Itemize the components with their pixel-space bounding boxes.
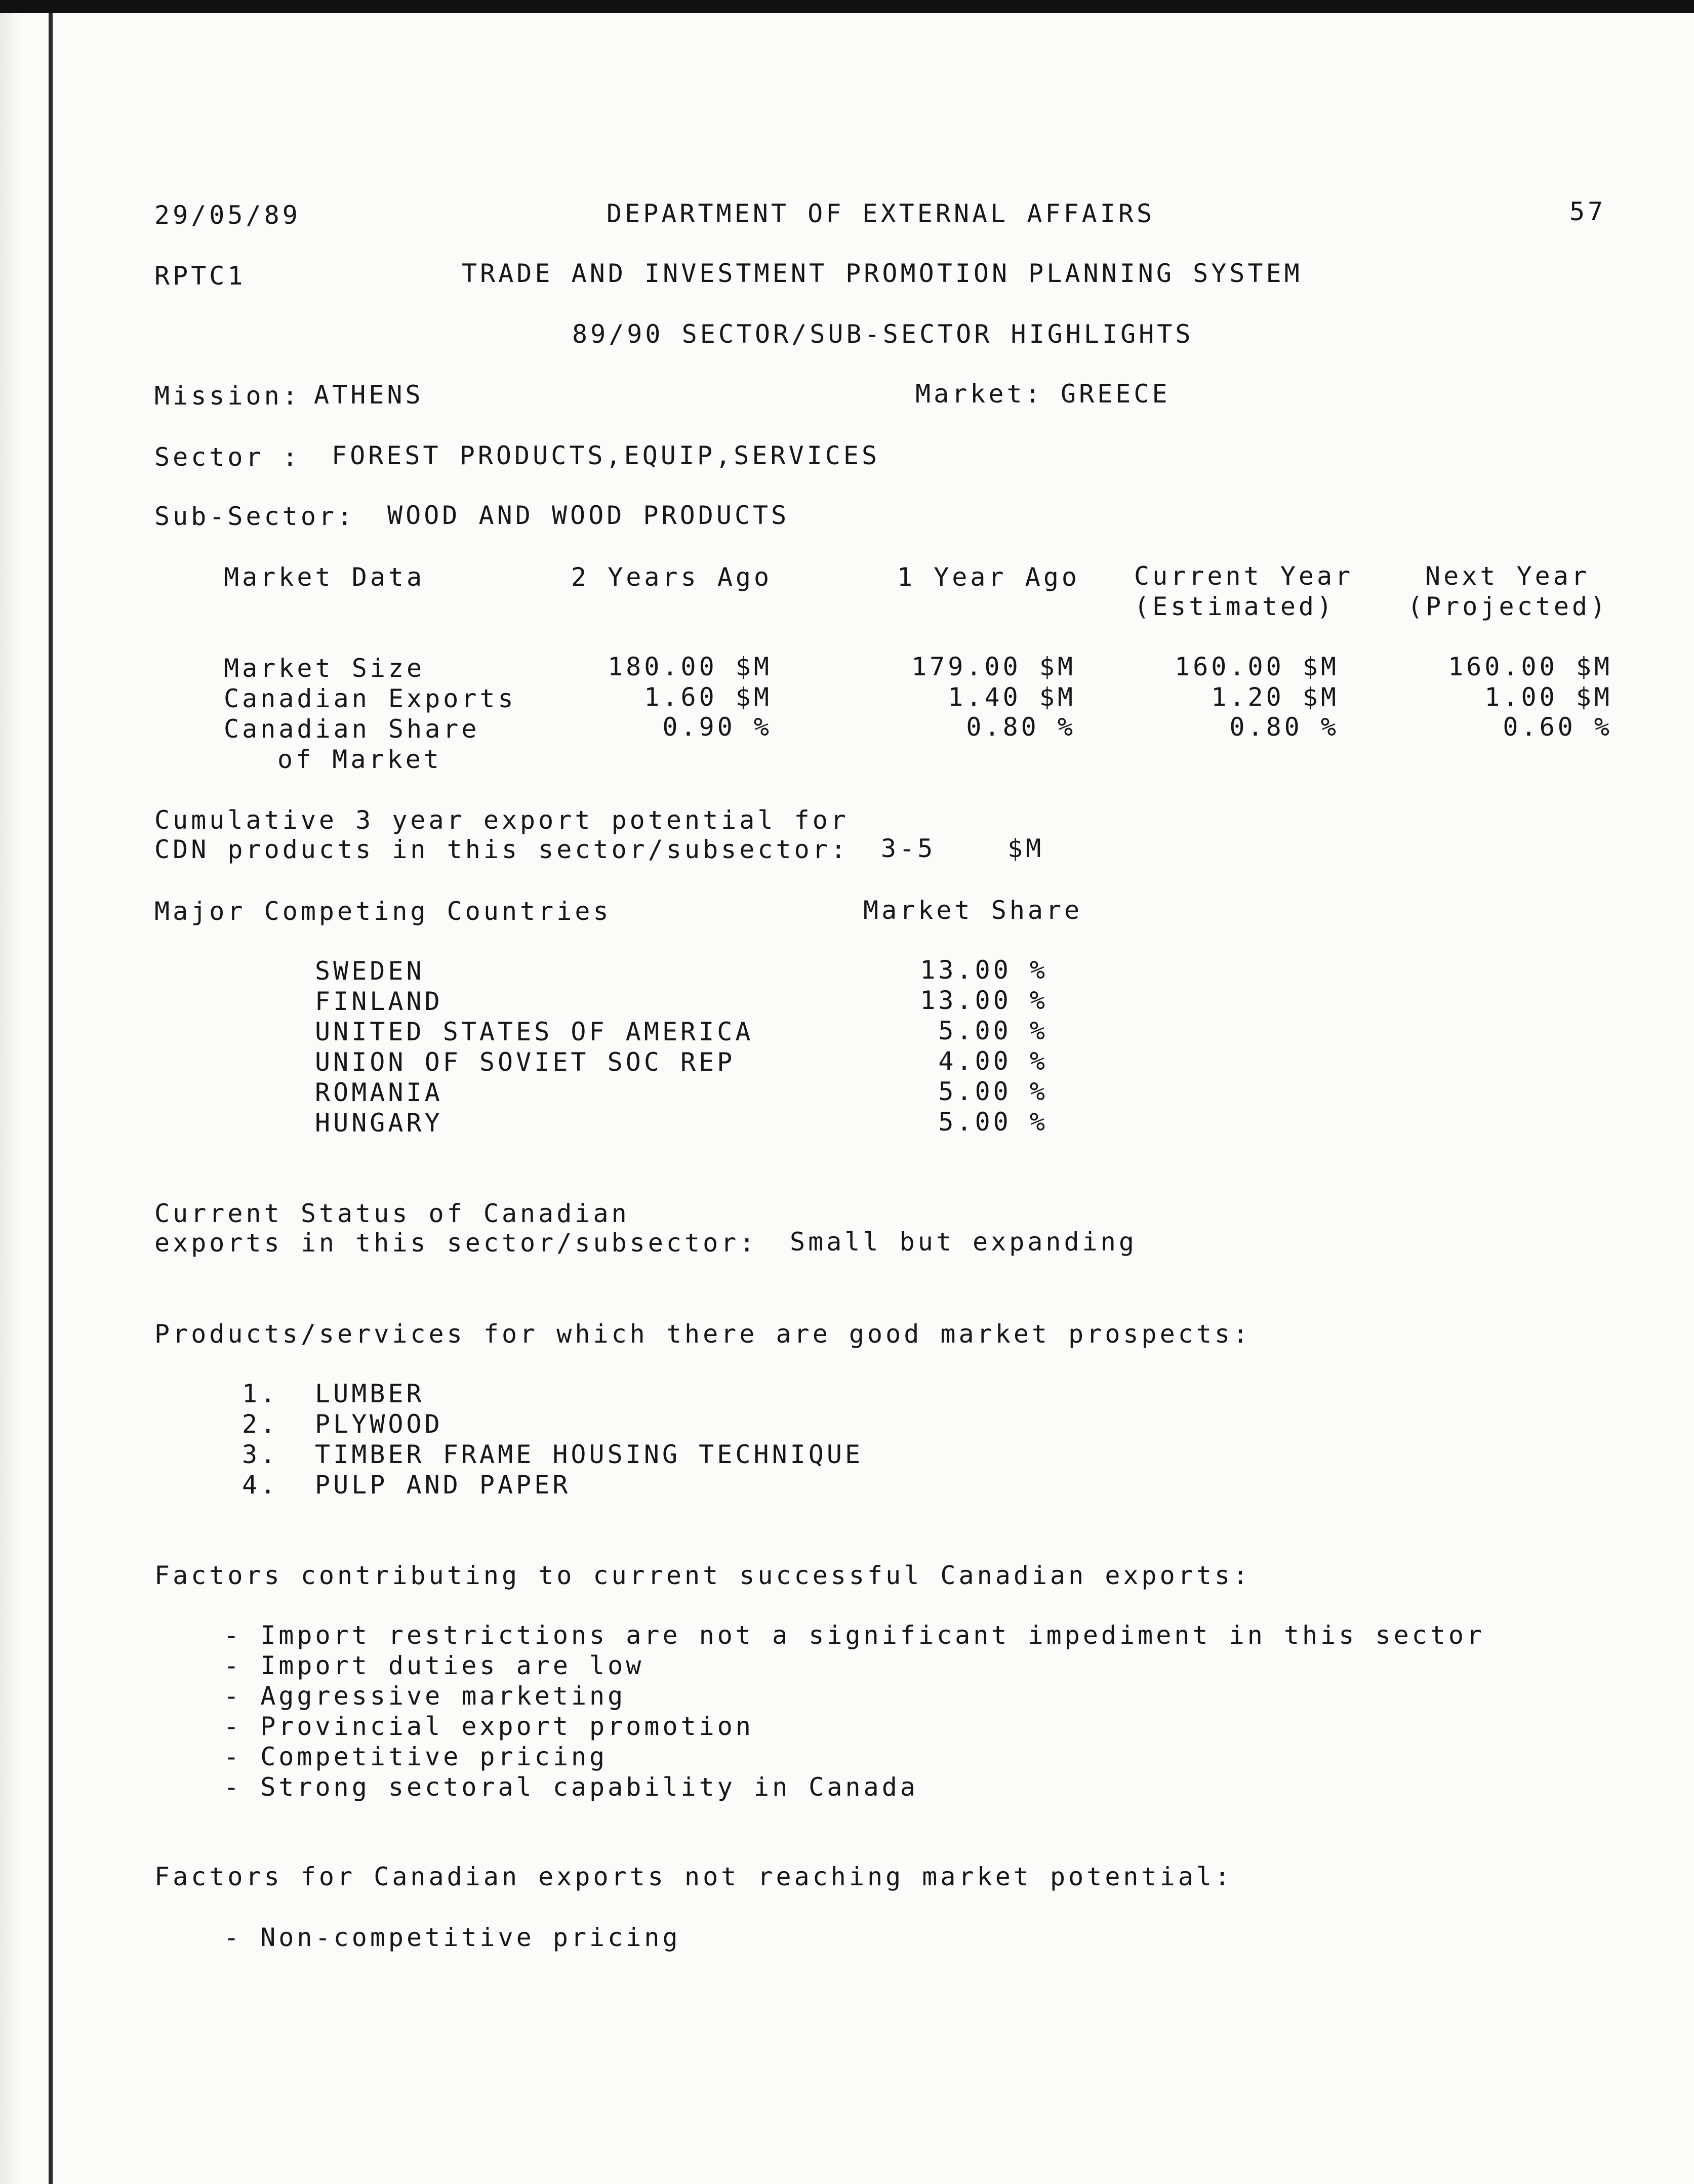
prospect-text: LUMBER (315, 1379, 425, 1408)
sub-sector-value: WOOD AND WOOD PRODUCTS (387, 501, 790, 530)
sector-label: Sector : (154, 442, 301, 472)
scan-left-edge (49, 13, 53, 2184)
competitor-share: 5.00 % (938, 1107, 1048, 1137)
market-data-header-label: Market Data (224, 562, 425, 592)
success-factors-heading: Factors contributing to current successful Canadian exports: (154, 1561, 1252, 1590)
row-label: Canadian Share (224, 714, 480, 744)
list-item: - Strong sectoral capability in Canada (224, 1772, 918, 1802)
col-current-year: Current Year (1134, 561, 1354, 591)
page-number: 57 (1569, 197, 1606, 226)
row-label: Market Size (224, 654, 425, 683)
row-label-continued: of Market (277, 745, 442, 774)
prospect-number: 2. (242, 1409, 279, 1439)
list-item: - Competitive pricing (224, 1742, 608, 1771)
sector-value: FOREST PRODUCTS,EQUIP,SERVICES (332, 441, 880, 470)
list-item: - Aggressive marketing (224, 1681, 626, 1711)
system-title: TRADE AND INVESTMENT PROMOTION PLANNING SYSTEM (462, 259, 1303, 288)
market-value: GREECE (1061, 379, 1171, 409)
mission-label: Mission: (154, 381, 301, 411)
scan-shadow (0, 13, 20, 2184)
competitor-country: SWEDEN (315, 956, 425, 986)
report-date: 29/05/89 (154, 200, 301, 230)
list-item: - Import restrictions are not a significant impediment in this sector (224, 1621, 1485, 1650)
col-1-year-ago: 1 Year Ago (897, 562, 1080, 592)
export-potential-value: 3-5 (881, 834, 936, 863)
row-value-next: 160.00 $M (1448, 652, 1612, 681)
prospect-text: PLYWOOD (315, 1409, 443, 1439)
row-value-current: 0.80 % (1229, 712, 1339, 742)
barrier-factors-heading: Factors for Canadian exports not reaching market potential: (154, 1862, 1233, 1891)
row-value-2y: 1.60 $M (644, 682, 772, 712)
competitor-share: 13.00 % (920, 955, 1048, 985)
market-label: Market: (915, 379, 1043, 409)
sub-sector-label: Sub-Sector: (154, 502, 356, 531)
competitor-share: 5.00 % (938, 1016, 1048, 1045)
competitor-share: 4.00 % (938, 1046, 1048, 1076)
row-value-1y: 0.80 % (966, 712, 1076, 742)
list-item: - Non-competitive pricing (224, 1923, 681, 1952)
prospects-heading: Products/services for which there are good market prospects: (154, 1319, 1252, 1349)
competitor-share: 5.00 % (938, 1077, 1048, 1106)
col-next-year: Next Year (1425, 561, 1590, 591)
row-value-1y: 1.40 $M (948, 682, 1076, 712)
competitor-country: UNITED STATES OF AMERICA (315, 1017, 754, 1046)
list-item: - Import duties are low (224, 1651, 644, 1680)
competitor-country: ROMANIA (315, 1078, 443, 1107)
prospect-number: 1. (242, 1379, 279, 1408)
current-status-line2: exports in this sector/subsector: (154, 1228, 758, 1258)
row-value-next: 0.60 % (1503, 712, 1612, 742)
row-value-next: 1.00 $M (1484, 682, 1612, 712)
col-2-years-ago: 2 Years Ago (571, 562, 773, 592)
prospect-number: 4. (242, 1470, 279, 1500)
competitor-country: UNION OF SOVIET SOC REP (315, 1047, 736, 1077)
prospect-text: PULP AND PAPER (315, 1470, 571, 1500)
col-next-year-sub: (Projected) (1407, 592, 1609, 621)
row-value-current: 1.20 $M (1211, 682, 1339, 712)
department-title: DEPARTMENT OF EXTERNAL AFFAIRS (607, 199, 1155, 228)
market-share-heading: Market Share (863, 896, 1083, 925)
mission-value: ATHENS (314, 380, 424, 410)
prospect-text: TIMBER FRAME HOUSING TECHNIQUE (315, 1440, 864, 1469)
scan-top-edge (0, 0, 1694, 13)
report-title: 89/90 SECTOR/SUB-SECTOR HIGHLIGHTS (572, 319, 1194, 349)
competitor-share: 13.00 % (920, 986, 1048, 1015)
row-value-1y: 179.00 $M (911, 652, 1076, 681)
list-item: - Provincial export promotion (224, 1712, 754, 1741)
competitor-country: FINLAND (315, 987, 443, 1016)
current-status-value: Small but expanding (790, 1227, 1137, 1257)
export-potential-line2: CDN products in this sector/subsector: (154, 835, 849, 864)
row-value-2y: 0.90 % (662, 712, 772, 742)
current-status-line1: Current Status of Canadian (154, 1199, 630, 1228)
row-label: Canadian Exports (224, 684, 516, 713)
prospect-number: 3. (242, 1440, 279, 1469)
competitor-country: HUNGARY (315, 1108, 443, 1138)
report-code: RPTC1 (154, 261, 246, 291)
row-value-2y: 180.00 $M (608, 652, 772, 681)
competitors-heading: Major Competing Countries (154, 897, 612, 926)
col-current-year-sub: (Estimated) (1134, 592, 1336, 621)
row-value-current: 160.00 $M (1175, 652, 1339, 681)
export-potential-line1: Cumulative 3 year export potential for (154, 805, 849, 835)
export-potential-unit: $M (1007, 834, 1044, 863)
